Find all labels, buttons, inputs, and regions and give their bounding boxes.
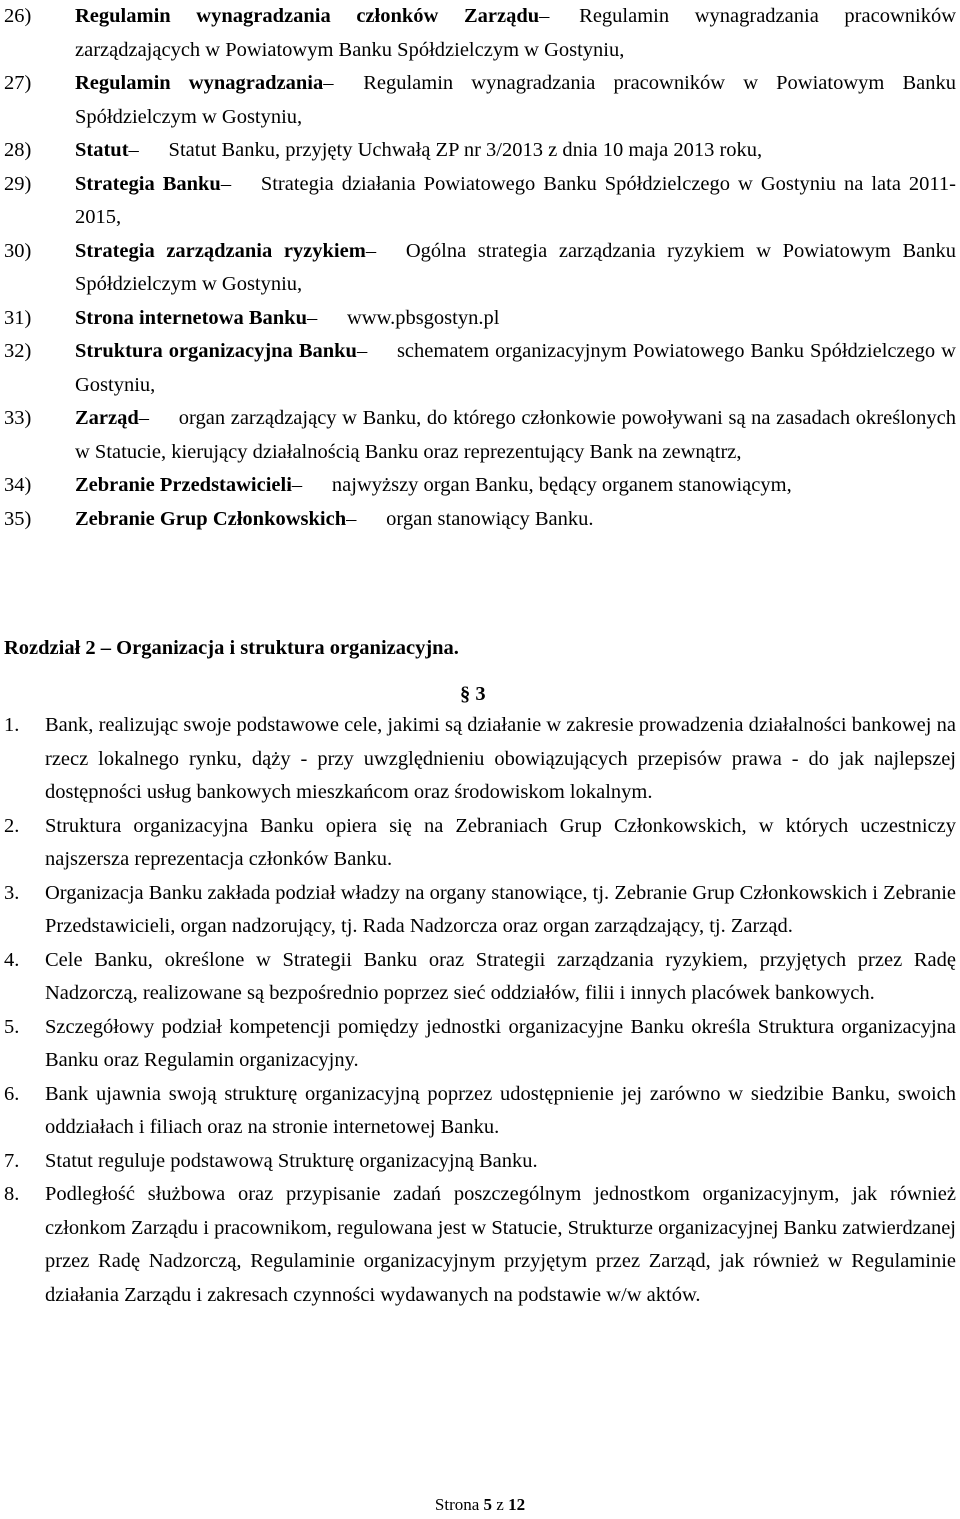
definition-number: 29) bbox=[4, 172, 32, 195]
paragraph-text: Struktura organizacyjna Banku opiera się na Zebraniach Grup Członkowskich, w których uczestniczy najszersza reprezentacja członków Banku. bbox=[45, 814, 956, 870]
dash: – bbox=[539, 5, 550, 27]
paragraph-number: 7. bbox=[4, 1149, 20, 1172]
definition-text: Statut Banku, przyjęty Uchwałą ZP nr 3/2013 z dnia 10 maja 2013 roku, bbox=[168, 139, 763, 161]
paragraph-number: 2. bbox=[4, 814, 20, 837]
definition-number: 32) bbox=[4, 340, 32, 362]
definition-number: 35) bbox=[4, 507, 32, 530]
paragraph-item bbox=[0, 709, 960, 810]
definition-item bbox=[0, 168, 960, 235]
definition-text: Ogólna strategia zarządzania ryzykiem w Powiatowym Banku Spółdzielczym w Gostyniu, bbox=[75, 239, 956, 295]
definition-item bbox=[0, 402, 960, 469]
current-page-number: 5 bbox=[483, 1495, 493, 1514]
definition-text: organ zarządzający w Banku, do którego członkowie powoływani są na zasadach określonych w Statucie, kierujący działalnością Banku oraz reprezentujący Bank na zewnątrz, bbox=[75, 407, 956, 463]
paragraph-text: Organizacja Banku zakłada podział władzy na organy stanowiące, tj. Zebranie Grup Członkowskich i Zebranie Przedstawicieli, organ nadzorujący, tj. Rada Nadzorcza oraz organ zarządzający, tj. Zarząd. bbox=[45, 881, 956, 937]
paragraph-number: 3. bbox=[4, 881, 20, 904]
definitions-list bbox=[0, 0, 960, 536]
definition-number: 34) bbox=[4, 474, 32, 496]
paragraph-number: 8. bbox=[4, 1183, 20, 1205]
definition-number: 27) bbox=[4, 72, 32, 94]
paragraph-number: 1. bbox=[4, 714, 20, 736]
paragraph-item bbox=[0, 1078, 960, 1145]
definition-term: Struktura organizacyjna Banku bbox=[75, 340, 357, 362]
dash: – bbox=[356, 340, 368, 362]
paragraph-number: 6. bbox=[4, 1082, 20, 1105]
paragraph-item bbox=[0, 1145, 960, 1179]
definition-term: Strona internetowa Banku bbox=[75, 306, 307, 329]
dash: – bbox=[291, 474, 303, 496]
definition-text: Strategia działania Powiatowego Banku Spółdzielczego w Gostyniu na lata 2011-2015, bbox=[75, 172, 956, 228]
page-footer bbox=[0, 1494, 960, 1516]
paragraph-item bbox=[0, 877, 960, 944]
definition-term: Zebranie Grup Członkowskich bbox=[75, 507, 347, 530]
definition-term: Regulamin wynagradzania członków Zarządu bbox=[75, 5, 540, 27]
dash: – bbox=[346, 507, 357, 530]
definition-number: 28) bbox=[4, 139, 32, 161]
definition-item bbox=[0, 503, 960, 537]
chapter-heading: Rozdział 2 – Organizacja i struktura organizacyjna. bbox=[4, 637, 459, 659]
definition-item bbox=[0, 335, 960, 402]
dash: – bbox=[323, 72, 334, 94]
definition-text: Regulamin wynagradzania pracowników zarządzających w Powiatowym Banku Spółdzielczym w Gostyniu, bbox=[75, 5, 957, 61]
paragraph-number: 4. bbox=[4, 948, 20, 971]
footer-label: Strona bbox=[434, 1495, 480, 1514]
paragraph-text: Bank, realizując swoje podstawowe cele, jakimi są działanie w zakresie prowadzenia działalności bankowej na rzecz lokalnego rynku, dąży - przy uwzględnieniu obowiązujących przepisów prawa - do jak najlepszej dostępności usług bankowych mieszkańcom oraz środowiskom lokalnym. bbox=[45, 714, 956, 803]
website-link[interactable]: www.pbsgostyn.pl bbox=[347, 306, 500, 329]
paragraph-item bbox=[0, 1178, 960, 1312]
paragraph-list bbox=[0, 709, 960, 1312]
definition-item bbox=[0, 134, 960, 168]
paragraph-text: Bank ujawnia swoją strukturę organizacyjną poprzez udostępnienie jej zarówno w siedzibie Banku, swoich oddziałach i filiach oraz na stronie internetowej Banku. bbox=[45, 1082, 956, 1138]
dash: – bbox=[365, 239, 377, 262]
dash: – bbox=[138, 407, 150, 429]
definition-term: Statut bbox=[75, 139, 129, 161]
definition-text: Regulamin wynagradzania pracowników w Powiatowym Banku Spółdzielczym w Gostyniu, bbox=[75, 72, 956, 128]
definition-number: 33) bbox=[4, 407, 32, 429]
total-pages-number: 12 bbox=[508, 1495, 526, 1514]
paragraph-text: Podległość służbowa oraz przypisanie zadań poszczególnym jednostkom organizacyjnym, jak również członkom Zarządu i pracownikom, regulowana jest w Statucie, Strukturze organizacyjnej Banku zatwierdzanej przez Radę Nadzorczą, Regulaminie organizacyjnym przyjętym przez Zarząd, jak również w Regulaminie działania Zarządu i zakresach czynności wydawanych na podstawie w/w aktów. bbox=[45, 1183, 956, 1306]
dash: – bbox=[220, 172, 232, 195]
paragraph-item bbox=[0, 944, 960, 1011]
definition-text: najwyższy organ Banku, będący organem stanowiącym, bbox=[331, 474, 792, 496]
paragraph-item bbox=[0, 810, 960, 877]
dash: – bbox=[307, 306, 318, 329]
definition-term: Zarząd bbox=[75, 407, 139, 429]
footer-separator: z bbox=[496, 1495, 504, 1514]
paragraph-text: Cele Banku, określone w Strategii Banku oraz Strategii zarządzania ryzykiem, przyjętych przez Radę Nadzorczą, realizowane są bezpośrednio poprzez sieć oddziałów, filii i innych placówek bankowych. bbox=[45, 948, 956, 1004]
definition-item bbox=[0, 469, 960, 503]
definition-text: organ stanowiący Banku. bbox=[386, 507, 594, 530]
definition-number: 31) bbox=[4, 306, 32, 329]
definition-text: schematem organizacyjnym Powiatowego Banku Spółdzielczego w Gostyniu, bbox=[75, 340, 956, 396]
paragraph-text: Statut reguluje podstawową Strukturę organizacyjną Banku. bbox=[45, 1149, 538, 1172]
definition-number: 26) bbox=[4, 5, 32, 27]
definition-term: Strategia Banku bbox=[75, 172, 221, 195]
definition-item bbox=[0, 67, 960, 134]
definition-term: Zebranie Przedstawicieli bbox=[75, 474, 292, 496]
paragraph-number: 5. bbox=[4, 1015, 20, 1038]
section-mark: § 3 bbox=[460, 683, 486, 705]
dash: – bbox=[128, 139, 139, 161]
definition-term: Regulamin wynagradzania bbox=[75, 72, 324, 94]
definition-number: 30) bbox=[4, 239, 32, 262]
paragraph-item bbox=[0, 1011, 960, 1078]
paragraph-text: Szczegółowy podział kompetencji pomiędzy jednostki organizacyjne Banku określa Struktura organizacyjna Banku oraz Regulamin organizacyjny. bbox=[45, 1015, 956, 1071]
definition-item bbox=[0, 235, 960, 302]
definition-item bbox=[0, 0, 960, 67]
definition-term: Strategia zarządzania ryzykiem bbox=[75, 239, 366, 262]
definition-item bbox=[0, 302, 960, 336]
